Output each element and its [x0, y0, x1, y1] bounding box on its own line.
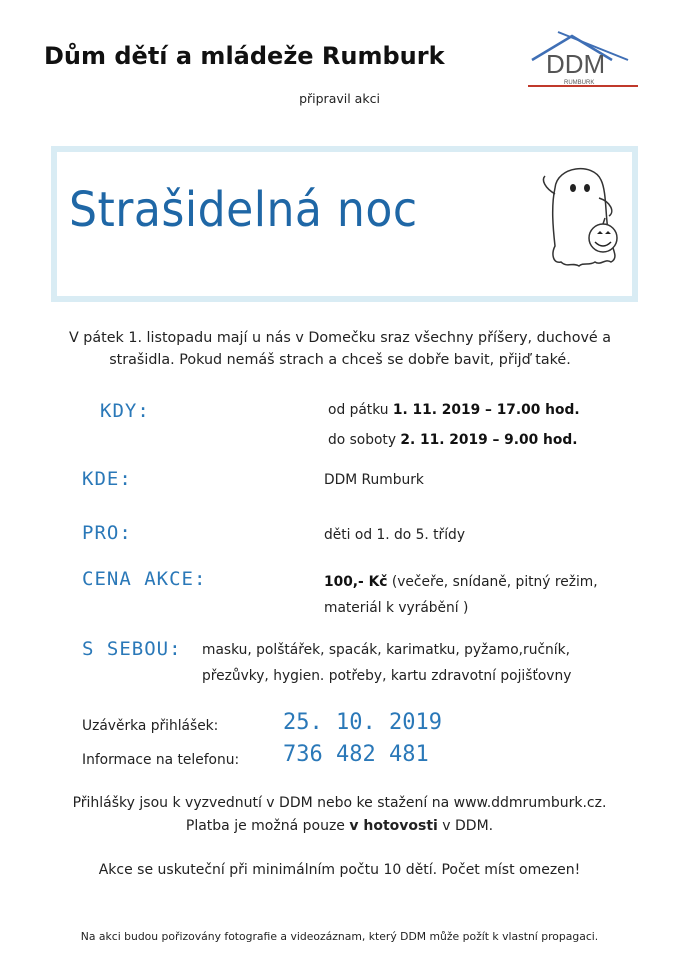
price-line-1 — [324, 574, 598, 590]
price-amount: 100,- Kč — [324, 574, 388, 590]
title-banner-inner — [57, 152, 632, 296]
intro-paragraph — [40, 327, 640, 371]
forms-info: Přihlášky jsou k vyzvednutí v DDM nebo ke stažení na www.ddmrumburk.cz. — [72, 795, 607, 811]
logo-text: DDM — [546, 49, 606, 79]
when-to-prefix: do soboty — [328, 432, 401, 448]
price-note-2: materiál k vyrábění ) — [324, 600, 469, 616]
for-whom-label: PRO: — [82, 522, 132, 544]
when-to — [328, 432, 577, 448]
phone-label: Informace na telefonu: — [82, 752, 240, 768]
organization-name: Dům dětí a mládeže Rumburk — [44, 42, 445, 70]
where-label: KDE: — [82, 468, 132, 490]
minimum-info: Akce se uskuteční při minimálním počtu 10 dětí. Počet míst omezen! — [98, 862, 581, 878]
deadline-label: Uzávěrka přihlášek: — [82, 718, 219, 734]
ghost-with-pumpkin-icon — [535, 158, 627, 278]
bring-line-1: masku, polštářek, spacák, karimatku, pyžamo,ručník, — [202, 642, 571, 658]
intro-line-1: V pátek 1. listopadu mají u nás v Domečku sraz všechny příšery, duchové a — [68, 330, 612, 346]
ddm-logo — [528, 30, 640, 90]
payment-suffix: v DDM. — [437, 818, 494, 834]
payment-info — [0, 818, 679, 834]
prepared-text: připravil akci — [299, 91, 380, 106]
when-label: KDY: — [100, 400, 150, 422]
when-from — [328, 402, 580, 418]
intro-line-2: strašidla. Pokud nemáš strach a chceš se dobře bavit, přijď také. — [109, 352, 571, 368]
when-from-prefix: od pátku — [328, 402, 393, 418]
when-from-datetime: 1. 11. 2019 – 17.00 hod. — [392, 402, 580, 418]
for-whom-value: děti od 1. do 5. třídy — [324, 527, 465, 543]
title-banner — [51, 146, 638, 302]
phone-value: 736 482 481 — [283, 742, 429, 767]
when-to-datetime: 2. 11. 2019 – 9.00 hod. — [400, 432, 578, 448]
payment-method: v hotovosti — [349, 818, 438, 834]
event-title: Strašidelná noc — [69, 182, 418, 238]
price-note-1: (večeře, snídaně, pitný režim, — [387, 574, 598, 590]
payment-prefix: Platba je možná pouze — [185, 818, 350, 834]
deadline-value: 25. 10. 2019 — [283, 710, 442, 735]
price-label: CENA AKCE: — [82, 568, 207, 590]
logo-subtext: RUMBURK — [564, 80, 595, 86]
bring-label: S SEBOU: — [82, 638, 182, 660]
bring-line-2: přezůvky, hygien. potřeby, kartu zdravotní pojišťovny — [202, 668, 572, 684]
where-value: DDM Rumburk — [324, 472, 424, 488]
footer-note: Na akci budou pořizovány fotografie a videozáznam, který DDM může požít k vlastní propagaci. — [80, 930, 599, 943]
